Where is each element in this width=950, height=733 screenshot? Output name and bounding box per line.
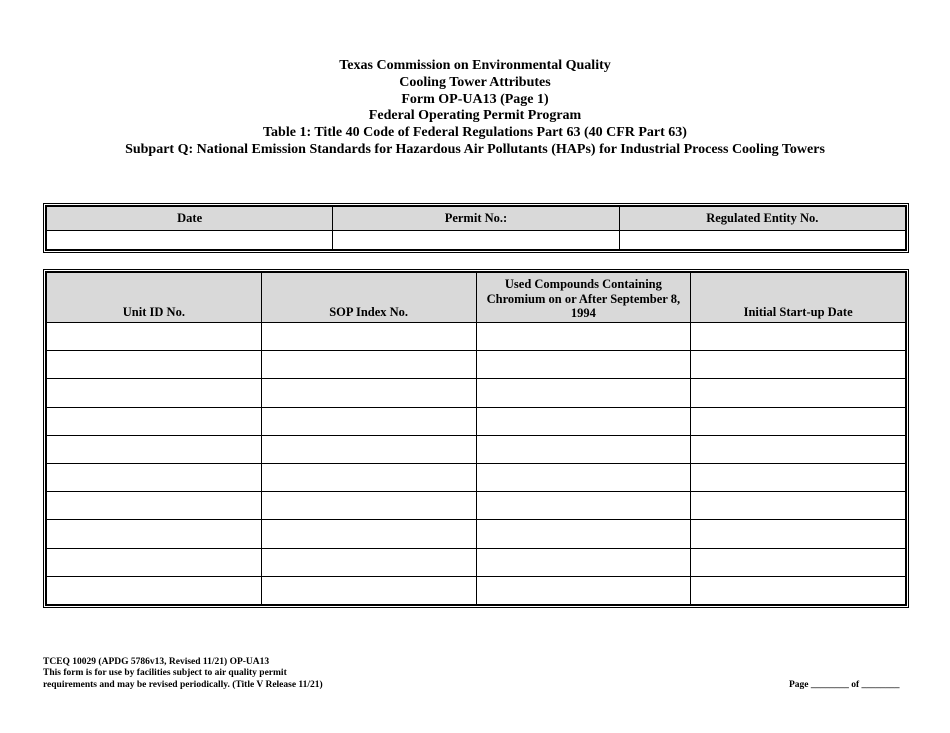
sop-index-cell[interactable] [261,463,476,491]
chromium-compounds-cell[interactable] [476,435,691,463]
unit-id-cell[interactable] [47,351,262,379]
sop-index-cell[interactable] [261,407,476,435]
table-row [47,351,906,379]
start-up-date-column-header: Initial Start-up Date [691,273,906,323]
unit-id-cell[interactable] [47,463,262,491]
chromium-compounds-cell[interactable] [476,548,691,576]
form-subject: Cooling Tower Attributes [399,74,551,90]
chromium-compounds-cell[interactable] [476,323,691,351]
subpart-title: Subpart Q: National Emission Standards for Hazardous Air Pollutants (HAPs) for Industrial Process Cooling Towers [125,141,825,157]
start-up-date-cell[interactable] [691,576,906,604]
form-usage-note: This form is for use by facilities subject to air quality permit [43,668,287,679]
sop-index-cell[interactable] [261,492,476,520]
chromium-compounds-column-header: Used Compounds Containing Chromium on or After September 8, 1994 [476,273,691,323]
sop-index-cell[interactable] [261,576,476,604]
start-up-date-cell[interactable] [691,379,906,407]
unit-id-cell[interactable] [47,379,262,407]
chromium-compounds-cell[interactable] [476,576,691,604]
table-row [47,435,906,463]
table-row [47,323,906,351]
table-row [47,407,906,435]
start-up-date-cell[interactable] [691,435,906,463]
table-row [47,548,906,576]
start-up-date-cell[interactable] [691,492,906,520]
form-revision-note: TCEQ 10029 (APDG 5786v13, Revised 11/21) OP-UA13 [43,657,270,667]
program-name: Federal Operating Permit Program [368,108,582,124]
chromium-compounds-cell[interactable] [476,351,691,379]
permit-number-column-header: Permit No.: [333,207,619,231]
permit-info-entry-row [47,231,906,250]
cooling-tower-units-table [43,269,909,608]
chromium-compounds-cell[interactable] [476,379,691,407]
unit-id-cell[interactable] [47,520,262,548]
start-up-date-cell[interactable] [691,323,906,351]
permit-number-field[interactable] [333,231,619,250]
permit-info-table [43,203,909,253]
unit-id-cell[interactable] [47,548,262,576]
regulated-entity-column-header: Regulated Entity No. [619,207,905,231]
table-row [47,492,906,520]
form-title-block [0,58,950,159]
table-row [47,379,906,407]
start-up-date-cell[interactable] [691,463,906,491]
form-number: Form OP-UA13 (Page 1) [401,91,549,107]
unit-id-cell[interactable] [47,407,262,435]
table-row [47,520,906,548]
form-release-note: requirements and may be revised periodically. (Title V Release 11/21) [43,679,323,690]
chromium-compounds-cell[interactable] [476,492,691,520]
sop-index-column-header: SOP Index No. [261,273,476,323]
unit-id-cell[interactable] [47,435,262,463]
chromium-compounds-cell[interactable] [476,520,691,548]
chromium-compounds-cell[interactable] [476,463,691,491]
page-number-field: Page ________ of ________ [789,680,900,690]
table-row [47,576,906,604]
start-up-date-cell[interactable] [691,520,906,548]
date-column-header: Date [47,207,333,231]
sop-index-cell[interactable] [261,379,476,407]
start-up-date-cell[interactable] [691,407,906,435]
sop-index-cell[interactable] [261,548,476,576]
regulated-entity-field[interactable] [619,231,905,250]
unit-id-cell[interactable] [47,323,262,351]
chromium-compounds-cell[interactable] [476,407,691,435]
sop-index-cell[interactable] [261,435,476,463]
table-title: Table 1: Title 40 Code of Federal Regulations Part 63 (40 CFR Part 63) [263,125,687,141]
start-up-date-cell[interactable] [691,351,906,379]
date-field[interactable] [47,231,333,250]
unit-id-column-header: Unit ID No. [47,273,262,323]
form-footer [43,657,323,691]
sop-index-cell[interactable] [261,520,476,548]
start-up-date-cell[interactable] [691,548,906,576]
permit-info-header-row [47,207,906,231]
table-row [47,463,906,491]
sop-index-cell[interactable] [261,323,476,351]
unit-id-cell[interactable] [47,576,262,604]
sop-index-cell[interactable] [261,351,476,379]
agency-name: Texas Commission on Environmental Quality [339,58,611,73]
units-header-row [47,273,906,323]
unit-id-cell[interactable] [47,492,262,520]
